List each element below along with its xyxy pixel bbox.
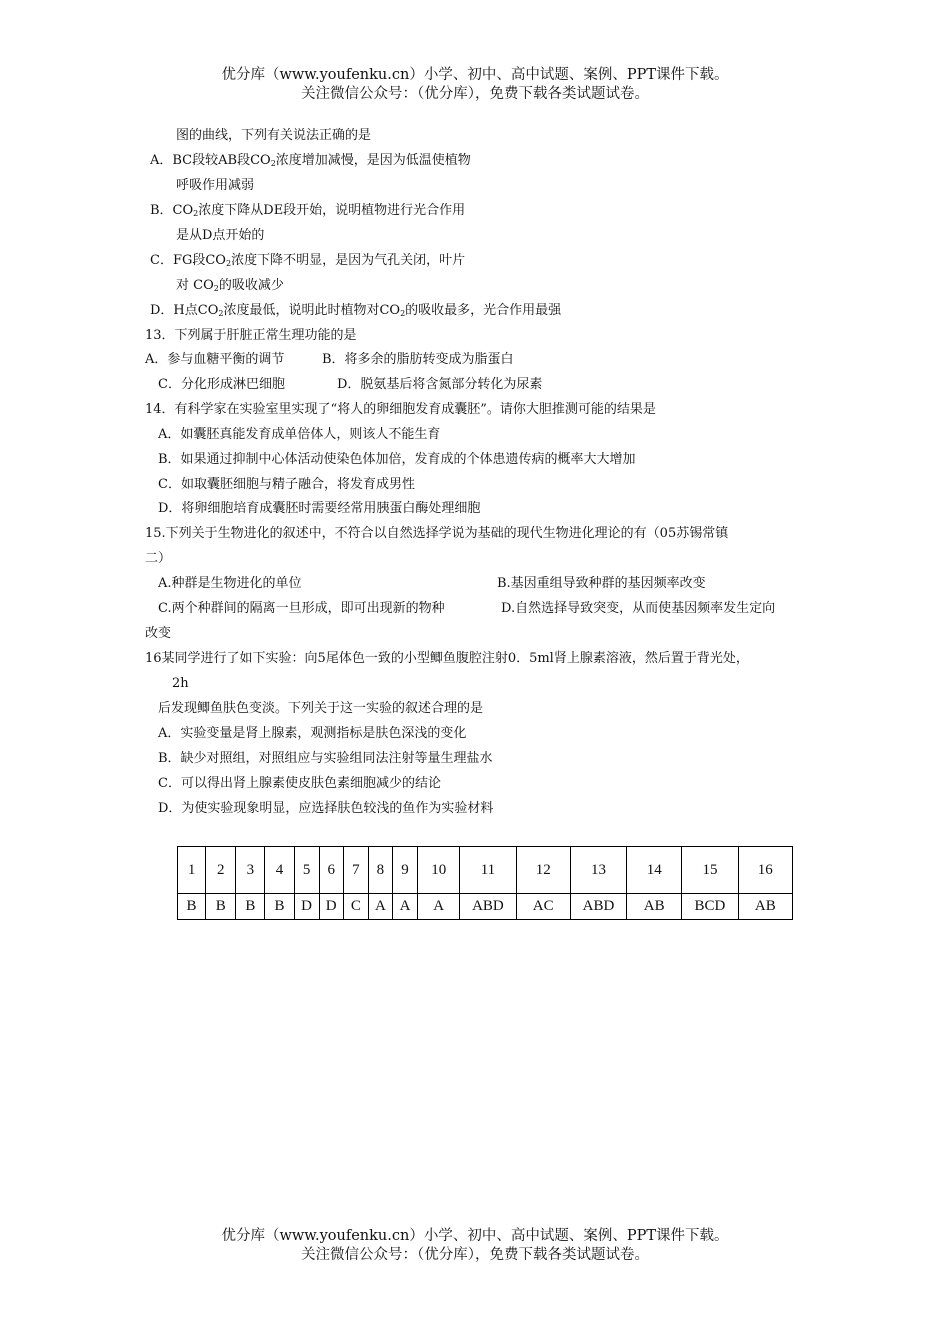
answer-cell: D (294, 894, 319, 920)
q13-option-b: B．将多余的脂肪转变成为脂蛋白 (322, 352, 514, 367)
question-number-cell: 9 (392, 847, 417, 894)
q13-option-d: D．脱氨基后将含氮部分转化为尿素 (337, 377, 543, 392)
question-number-cell: 10 (418, 847, 460, 894)
q12-option-b (150, 203, 465, 219)
q15-option-b: B.基因重组导致种群的基因频率改变 (497, 576, 706, 591)
answer-cell: AB (627, 894, 682, 920)
q16-stem-cont-2: 后发现鲫鱼肤色变淡。下列关于这一实验的叙述合理的是 (158, 701, 484, 716)
q13-option-a: A．参与血糖平衡的调节 (145, 352, 285, 367)
q12-option-a (150, 153, 471, 169)
question-number-cell: 8 (368, 847, 392, 894)
q12-d-text-2: 浓度最低，说明此时植物对CO (223, 303, 401, 318)
q12-option-d (150, 303, 561, 319)
question-number-cell: 14 (627, 847, 682, 894)
answer-cell: ABD (570, 894, 626, 920)
q15-option-d: D.自然选择导致突变，从而使基因频率发生定向 (501, 601, 776, 616)
q14-option-b: B．如果通过抑制中心体活动使染色体加倍，发育成的个体患遗传病的概率大大增加 (158, 452, 636, 467)
q12-d-text-3: 的吸收最多，光合作用最强 (405, 303, 562, 318)
answer-cell: B (178, 894, 206, 920)
answer-table (177, 846, 793, 920)
subscript-2: 2 (213, 284, 219, 293)
q14-option-c: C．如取囊胚细胞与精子融合，将发育成男性 (158, 477, 415, 492)
q12-a-text-1: A．BC段较AB段CO (150, 153, 271, 168)
q13-option-c: C．分化形成淋巴细胞 (158, 377, 285, 392)
question-number-cell: 15 (682, 847, 738, 894)
q12-c-text-2: 浓度下降不明显，是因为气孔关闭，叶片 (231, 253, 466, 268)
q15-stem-cont: 二） (145, 551, 172, 566)
q15-stem: 15.下列关于生物进化的叙述中，不符合以自然选择学说为基础的现代生物进化理论的有（05苏锡常镇 (145, 526, 729, 541)
question-number-cell: 12 (516, 847, 570, 894)
answer-cell: C (343, 894, 368, 920)
q12-option-a-cont: 呼吸作用减弱 (176, 178, 255, 193)
answer-cell: AB (738, 894, 792, 920)
q12-b-text-2: 浓度下降从DE段开始，说明植物进行光合作用 (198, 203, 466, 218)
q13-stem: 13．下列属于肝脏正常生理功能的是 (145, 328, 357, 343)
question-number-cell: 13 (570, 847, 626, 894)
q14-stem: 14．有科学家在实验室里实现了“将人的卵细胞发育成囊胚”。请你大胆推测可能的结果是 (145, 402, 656, 417)
page-footer (0, 1227, 950, 1265)
q12-c-text-4: 的吸收减少 (218, 278, 284, 293)
q16-option-a: A．实验变量是肾上腺素，观测指标是肤色深浅的变化 (158, 726, 467, 741)
subscript-2: 2 (400, 309, 406, 318)
question-number-cell: 7 (343, 847, 368, 894)
answer-cell: B (206, 894, 236, 920)
q16-stem-cont-1: 2h (172, 676, 189, 691)
question-number-cell: 3 (236, 847, 265, 894)
q12-a-text-2: 浓度增加减慢，是因为低温使植物 (275, 153, 471, 168)
question-number-row (178, 847, 793, 894)
q16-option-c: C．可以得出肾上腺素使皮肤色素细胞减少的结论 (158, 776, 441, 791)
subscript-2: 2 (270, 159, 276, 168)
header-line-2: 关注微信公众号：（优分库），免费下载各类试题试卷。 (301, 86, 649, 102)
q16-stem: 16某同学进行了如下实验：向5尾体色一致的小型鲫鱼腹腔注射0．5ml肾上腺素溶液，然后置于背光处， (145, 651, 749, 666)
header-line-1: 优分库（www.youfenku.cn）小学、初中、高中试题、案例、PPT课件下载。 (221, 67, 729, 83)
answer-cell: BCD (682, 894, 738, 920)
question-number-cell: 5 (294, 847, 319, 894)
answer-cell: A (392, 894, 417, 920)
answer-cell: AC (516, 894, 570, 920)
q15-option-c: C.两个种群间的隔离一旦形成，即可出现新的物种 (158, 601, 445, 616)
subscript-2: 2 (193, 209, 199, 218)
q15-option-a: A.种群是生物进化的单位 (158, 576, 302, 591)
q16-option-b: B．缺少对照组，对照组应与实验组同法注射等量生理盐水 (158, 751, 493, 766)
answer-cell: B (265, 894, 294, 920)
q12-c-text-3: 对 CO (176, 278, 214, 293)
q12-option-c (150, 253, 465, 269)
question-number-cell: 2 (206, 847, 236, 894)
footer-line-1: 优分库（www.youfenku.cn）小学、初中、高中试题、案例、PPT课件下载。 (221, 1228, 729, 1244)
q12-b-text-1: B．CO (150, 203, 194, 218)
question-number-cell: 16 (738, 847, 792, 894)
question-number-cell: 11 (460, 847, 516, 894)
page-header (0, 66, 950, 104)
q12-c-text-1: C．FG段CO (150, 253, 226, 268)
q14-option-d: D．将卵细胞培育成囊胚时需要经常用胰蛋白酶处理细胞 (158, 501, 481, 516)
answer-cell: A (368, 894, 392, 920)
answer-cell: ABD (460, 894, 516, 920)
q12-option-b-cont: 是从D点开始的 (176, 228, 265, 243)
answer-cell: D (319, 894, 343, 920)
answer-cell: A (418, 894, 460, 920)
q14-option-a: A．如囊胚真能发育成单倍体人，则该人不能生育 (158, 427, 441, 442)
answer-row (178, 894, 793, 920)
q12-stem-tail: 图的曲线，下列有关说法正确的是 (176, 128, 372, 143)
q12-d-text-1: D．H点CO (150, 303, 219, 318)
question-number-cell: 1 (178, 847, 206, 894)
question-number-cell: 4 (265, 847, 294, 894)
question-number-cell: 6 (319, 847, 343, 894)
subscript-2: 2 (225, 259, 232, 268)
q15-option-d-cont: 改变 (145, 626, 172, 641)
q16-option-d: D．为使实验现象明显，应选择肤色较浅的鱼作为实验材料 (158, 801, 494, 816)
q12-option-c-cont (176, 278, 284, 294)
subscript-2: 2 (218, 309, 224, 318)
answer-cell: B (236, 894, 265, 920)
footer-line-2: 关注微信公众号：（优分库），免费下载各类试题试卷。 (301, 1247, 649, 1263)
